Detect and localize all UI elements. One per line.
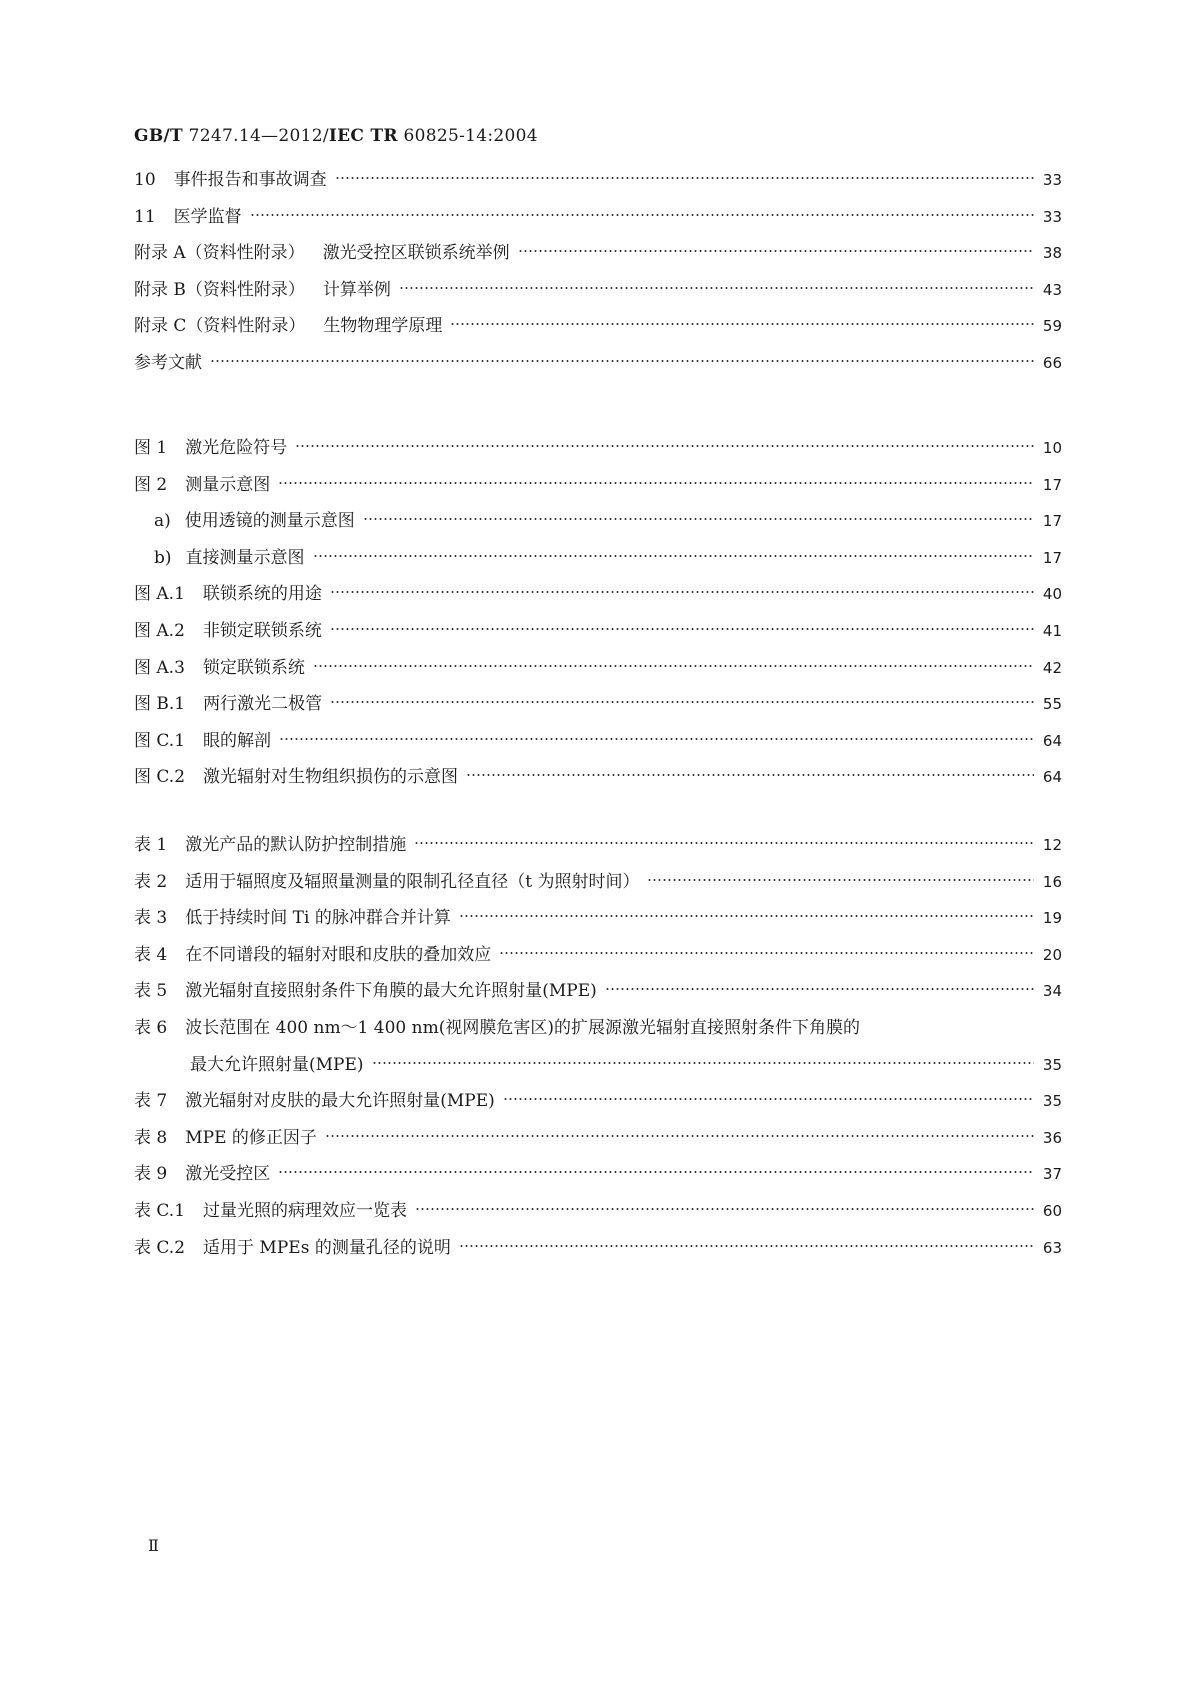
toc-entry[interactable] — [134, 345, 1062, 382]
entry-page: 36 — [1042, 1128, 1062, 1147]
entry-title: 激光产品的默认防护控制措施 — [185, 835, 407, 855]
leader-dots — [459, 1243, 1034, 1249]
entry-number: 图 C.2 — [134, 767, 186, 788]
leader-dots — [330, 699, 1034, 705]
entry-page: 12 — [1042, 836, 1062, 854]
entry-page: 63 — [1042, 1238, 1062, 1257]
toc-entry[interactable] — [134, 759, 1062, 796]
entry-page: 35 — [1042, 1092, 1062, 1111]
leader-dots — [330, 626, 1034, 632]
entry-number: 表 2 — [134, 871, 168, 892]
leader-dots — [330, 589, 1034, 595]
entry-title: MPE 的修正因子 — [185, 1127, 317, 1148]
entry-page: 41 — [1042, 621, 1062, 640]
entry-title: 医学监督 — [173, 206, 242, 227]
entry-number: 图 A.3 — [134, 657, 185, 678]
entry-page: 19 — [1042, 909, 1062, 928]
entry-number: 表 6 — [134, 1017, 168, 1038]
toc-tables — [134, 827, 1062, 1266]
entry-page: 43 — [1042, 280, 1062, 299]
entry-page: 38 — [1042, 244, 1062, 263]
entry-title: 低于持续时间 Ti 的脉冲群合并计算 — [185, 908, 451, 929]
entry-title: 适用于辐照度及辐照量测量的限制孔径直径（t 为照射时间） — [185, 871, 640, 892]
entry-page: 17 — [1042, 475, 1062, 494]
entry-page: 59 — [1042, 317, 1062, 336]
leader-dots — [279, 736, 1034, 742]
entry-number: 图 B.1 — [134, 694, 186, 715]
entry-title: 测量示意图 — [185, 474, 271, 495]
entry-title: 计算举例 — [322, 279, 391, 300]
leader-dots — [518, 248, 1034, 254]
toc-entry[interactable] — [134, 576, 1062, 613]
toc-entry[interactable] — [134, 308, 1062, 345]
leader-dots — [399, 285, 1034, 291]
entry-page: 10 — [1042, 439, 1062, 457]
entry-number: 表 9 — [134, 1164, 168, 1185]
toc-entry[interactable] — [134, 1156, 1062, 1193]
leader-dots — [325, 1133, 1034, 1139]
leader-dots — [363, 516, 1034, 522]
leader-dots — [647, 877, 1034, 883]
toc-entry[interactable] — [134, 235, 1062, 272]
entry-number: 表 7 — [134, 1091, 168, 1112]
leader-dots — [466, 772, 1034, 778]
entry-number: 图 1 — [134, 438, 168, 458]
entry-page: 33 — [1042, 207, 1062, 226]
entry-page: 42 — [1042, 658, 1062, 677]
toc-entry[interactable] — [134, 864, 1062, 901]
entry-number: 图 2 — [134, 474, 168, 495]
entry-page: 55 — [1042, 695, 1062, 714]
page-number-footer: Ⅱ — [148, 1536, 159, 1555]
leader-dots — [415, 1206, 1034, 1212]
entry-number: 附录 A（资料性附录） — [134, 243, 305, 264]
toc-entry[interactable] — [134, 827, 1062, 864]
header-standard-code: GB/T — [134, 126, 183, 146]
entry-title: 使用透镜的测量示意图 — [184, 511, 355, 532]
entry-page: 35 — [1042, 1055, 1062, 1074]
toc-entry[interactable] — [134, 900, 1062, 937]
entry-number: 附录 B（资料性附录） — [134, 279, 305, 300]
toc-entry[interactable] — [134, 503, 1062, 540]
toc-entry-continuation[interactable] — [134, 1047, 1062, 1084]
leader-dots — [278, 1169, 1034, 1175]
toc-entry[interactable] — [134, 1010, 1062, 1047]
entry-number: 10 — [134, 170, 156, 190]
leader-dots — [250, 212, 1034, 218]
leader-dots — [459, 913, 1034, 919]
entry-title: 锁定联锁系统 — [202, 657, 305, 678]
entry-number: 表 8 — [134, 1127, 168, 1148]
entry-page: 17 — [1042, 548, 1062, 567]
toc-entry[interactable] — [134, 162, 1062, 199]
entry-title: 参考文献 — [134, 352, 202, 373]
entry-title-continuation: 最大允许照射量(MPE) — [190, 1054, 364, 1075]
entry-title: 在不同谱段的辐射对眼和皮肤的叠加效应 — [185, 944, 492, 965]
entry-page: 60 — [1042, 1201, 1062, 1220]
leader-dots — [313, 663, 1034, 669]
entry-number: 表 C.2 — [134, 1237, 186, 1258]
toc-entry[interactable] — [134, 199, 1062, 236]
toc-entry[interactable] — [134, 686, 1062, 723]
entry-title: 非锁定联锁系统 — [202, 620, 322, 641]
leader-dots — [450, 321, 1034, 327]
entry-title: 眼的解剖 — [203, 730, 272, 751]
entry-title: 激光受控区 — [185, 1164, 271, 1185]
entry-number: 图 C.1 — [134, 730, 186, 751]
entry-page: 33 — [1042, 171, 1062, 189]
toc-entry[interactable] — [134, 723, 1062, 760]
toc-entry[interactable] — [134, 1120, 1062, 1157]
toc-entry[interactable] — [134, 937, 1062, 974]
entry-title: 激光辐射直接照射条件下角膜的最大允许照射量(MPE) — [185, 981, 597, 1002]
toc-entry[interactable] — [134, 973, 1062, 1010]
entry-number: a) — [154, 511, 171, 532]
entry-number: 图 A.1 — [134, 584, 185, 605]
entry-title: 生物物理学原理 — [323, 316, 443, 337]
leader-dots — [503, 1096, 1034, 1102]
entry-number: 表 1 — [134, 835, 168, 855]
entry-title: 联锁系统的用途 — [202, 584, 322, 605]
leader-dots — [278, 480, 1034, 486]
entry-title: 波长范围在 400 nm～1 400 nm(视网膜危害区)的扩展源激光辐射直接照射条件下角膜的 — [185, 1017, 860, 1038]
leader-dots — [313, 553, 1034, 559]
entry-title: 直接测量示意图 — [185, 547, 305, 568]
toc-entry[interactable] — [134, 1193, 1062, 1230]
toc-entry[interactable] — [134, 272, 1062, 309]
toc-entry[interactable] — [134, 613, 1062, 650]
header-iec-number: 60825-14:2004 — [397, 126, 538, 146]
entry-number: 表 4 — [134, 944, 168, 965]
standard-header — [134, 126, 538, 146]
entry-page: 20 — [1042, 945, 1062, 964]
toc-sections — [134, 162, 1062, 382]
toc-entry[interactable] — [134, 1083, 1062, 1120]
leader-dots — [372, 1060, 1034, 1066]
toc-entry[interactable] — [134, 1230, 1062, 1267]
entry-page: 16 — [1042, 872, 1062, 891]
entry-number: 附录 C（资料性附录） — [134, 316, 306, 337]
entry-page: 66 — [1042, 353, 1062, 372]
toc-entry[interactable] — [134, 650, 1062, 687]
leader-dots — [295, 443, 1034, 449]
entry-title: 激光辐射对生物组织损伤的示意图 — [203, 767, 459, 788]
entry-title: 适用于 MPEs 的测量孔径的说明 — [203, 1237, 451, 1258]
leader-dots — [414, 840, 1034, 846]
leader-dots — [335, 175, 1034, 181]
entry-page: 64 — [1042, 768, 1062, 787]
entry-title: 激光辐射对皮肤的最大允许照射量(MPE) — [185, 1091, 495, 1112]
entry-page: 40 — [1042, 585, 1062, 604]
leader-dots — [499, 950, 1034, 956]
entry-page: 37 — [1042, 1165, 1062, 1184]
toc-entry[interactable] — [134, 467, 1062, 504]
entry-page: 17 — [1042, 512, 1062, 531]
header-standard-number: 7247.14—2012/ — [182, 126, 329, 146]
entry-number: 11 — [134, 206, 156, 227]
entry-number: 表 C.1 — [134, 1200, 186, 1221]
header-iec-code: IEC TR — [328, 126, 398, 146]
entry-number: 表 3 — [134, 908, 168, 929]
entry-number: b) — [154, 547, 172, 568]
entry-title: 两行激光二极管 — [203, 694, 323, 715]
entry-number: 表 5 — [134, 981, 168, 1002]
entry-page: 64 — [1042, 731, 1062, 750]
toc-figures — [134, 430, 1062, 796]
entry-page: 34 — [1042, 982, 1062, 1001]
entry-title: 激光危险符号 — [185, 438, 288, 458]
leader-dots — [210, 358, 1034, 364]
entry-title: 事件报告和事故调查 — [173, 170, 327, 190]
toc-entry[interactable] — [134, 540, 1062, 577]
entry-title: 激光受控区联锁系统举例 — [322, 243, 510, 264]
toc-entry[interactable] — [134, 430, 1062, 467]
leader-dots — [605, 986, 1034, 992]
entry-title: 过量光照的病理效应一览表 — [203, 1200, 408, 1221]
entry-number: 图 A.2 — [134, 620, 185, 641]
